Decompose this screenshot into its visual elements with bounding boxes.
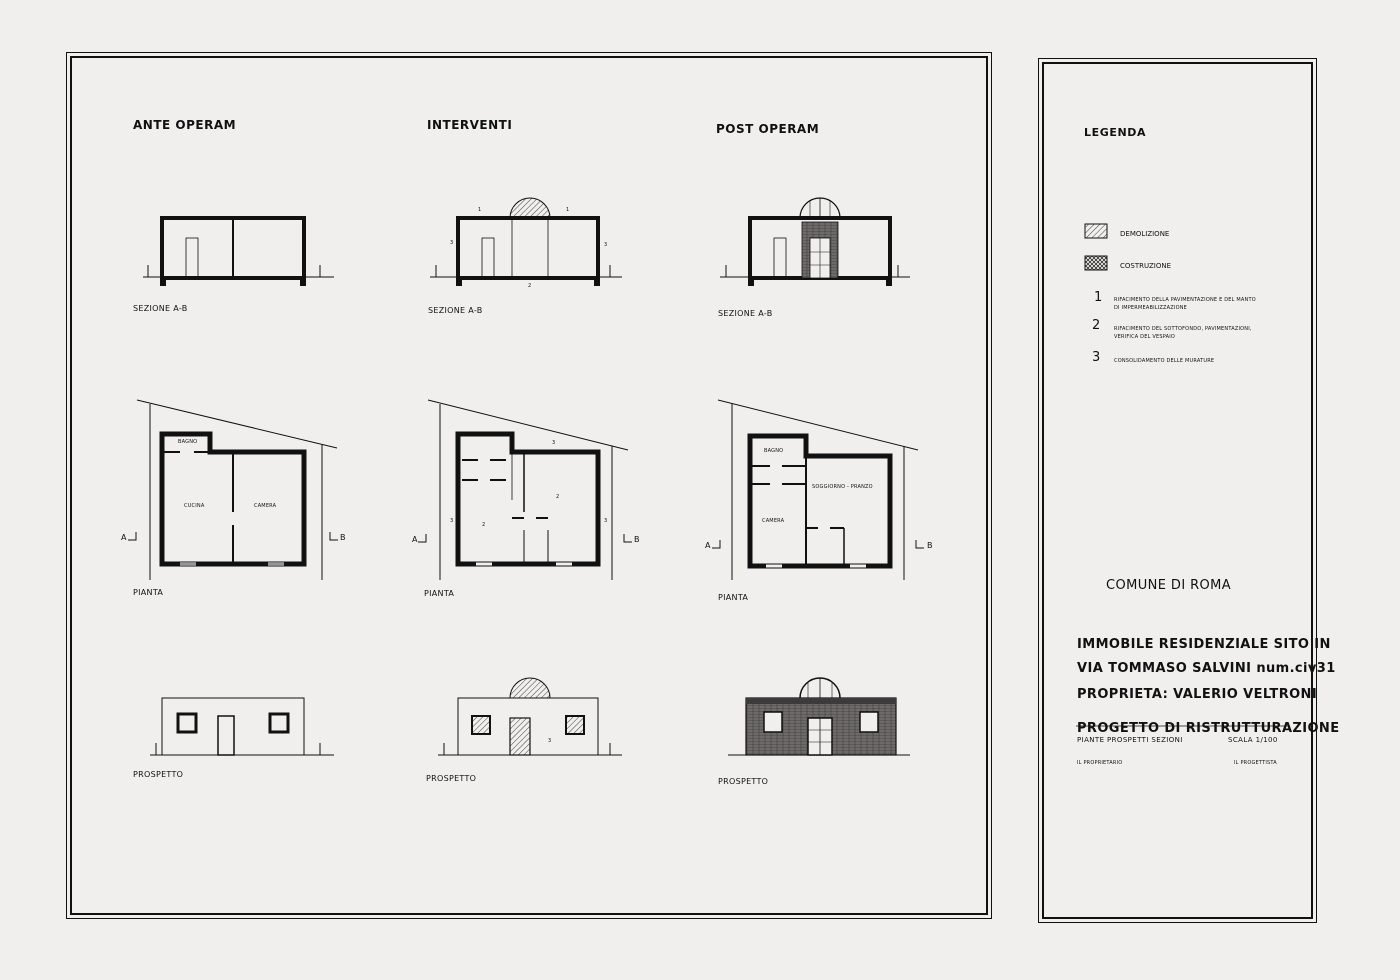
project-contents: PIANTE PROSPETTI SEZIONI [1077,736,1183,744]
post-cut-b: B [927,541,933,550]
post-elevation-label: PROSPETTO [718,777,769,786]
ante-plan [128,400,338,580]
ante-cut-a: A [121,533,127,542]
plan-mark-3-right: 3 [604,518,608,524]
post-section-label: SEZIONE A-B [718,309,773,318]
legend-demolizione: DEMOLIZIONE [1120,230,1170,238]
interventi-plan-label: PIANTA [424,589,455,598]
project-title: PROGETTO DI RISTRUTTURAZIONE [1077,721,1340,736]
interventi-cut-a: A [412,535,418,544]
legend-item-1-num: 1 [1094,290,1103,305]
post-plan-label: PIANTA [718,593,749,602]
mark-1-right: 1 [566,207,570,213]
interventi-title: INTERVENTI [427,118,513,132]
demolizione-swatch [1085,224,1107,238]
post-room-camera: CAMERA [762,518,785,524]
legend-item-3-line1: CONSOLIDAMENTO DELLE MURATURE [1114,358,1215,364]
mark-2-bottom: 2 [528,283,532,289]
elev-mark-3: 3 [548,738,552,744]
ante-section [143,218,334,286]
mark-3-left: 3 [450,240,454,246]
project-scale: SCALA 1/100 [1228,736,1278,744]
ante-room-bagno: BAGNO [178,439,198,445]
legend-item-3-num: 3 [1092,350,1101,365]
interventi-cut-b: B [634,535,640,544]
legend-item-2-line1: RIFACIMENTO DEL SOTTOFONDO, PAVIMENTAZIONI, [1114,326,1252,332]
ante-cut-b: B [340,533,346,542]
comune-label: COMUNE DI ROMA [1106,578,1232,593]
legend-title: LEGENDA [1084,126,1147,139]
ante-section-label: SEZIONE A-B [133,304,188,313]
ante-room-cucina: CUCINA [184,503,205,509]
interventi-section [430,198,622,286]
plan-mark-3-left: 3 [450,518,454,524]
plan-mark-2-left: 2 [482,522,486,528]
post-title: POST OPERAM [716,122,820,136]
ante-plan-label: PIANTA [133,588,164,597]
designer-signature-label: IL PROGETTISTA [1234,760,1277,766]
mark-1-left: 1 [478,207,482,213]
plan-mark-3-top: 3 [552,440,556,446]
interventi-plan [418,400,632,580]
legend-costruzione: COSTRUZIONE [1120,262,1172,270]
post-plan [712,400,924,580]
ante-elevation [150,698,334,755]
post-section [720,198,910,286]
post-cut-a: A [705,541,711,550]
post-elevation [728,678,910,755]
legend-item-2-num: 2 [1092,318,1101,333]
post-room-bagno: BAGNO [764,448,784,454]
title-line-3: PROPRIETA: VALERIO VELTRONI [1077,687,1318,702]
mark-3-right: 3 [604,242,608,248]
title-line-2: VIA TOMMASO SALVINI num.civ31 [1077,661,1336,676]
legend-item-2-line2: VERIFICA DEL VESPAIO [1114,334,1176,340]
title-line-1: IMMOBILE RESIDENZIALE SITO IN [1077,637,1331,652]
costruzione-swatch [1085,256,1107,270]
legend-item-1-line2: DI IMPERMEABILIZZAZIONE [1114,305,1188,311]
legend-item-1-line1: RIFACIMENTO DELLA PAVIMENTAZIONE E DEL MANTO [1114,297,1256,303]
interventi-elevation [438,678,622,755]
owner-signature-label: IL PROPRIETARIO [1077,760,1123,766]
ante-room-camera: CAMERA [254,503,277,509]
ante-title: ANTE OPERAM [133,118,237,132]
ante-elevation-label: PROSPETTO [133,770,184,779]
plan-mark-2-right: 2 [556,494,560,500]
interventi-elevation-label: PROSPETTO [426,774,477,783]
post-room-soggiorno: SOGGIORNO - PRANZO [812,484,873,490]
interventi-section-label: SEZIONE A-B [428,306,483,315]
